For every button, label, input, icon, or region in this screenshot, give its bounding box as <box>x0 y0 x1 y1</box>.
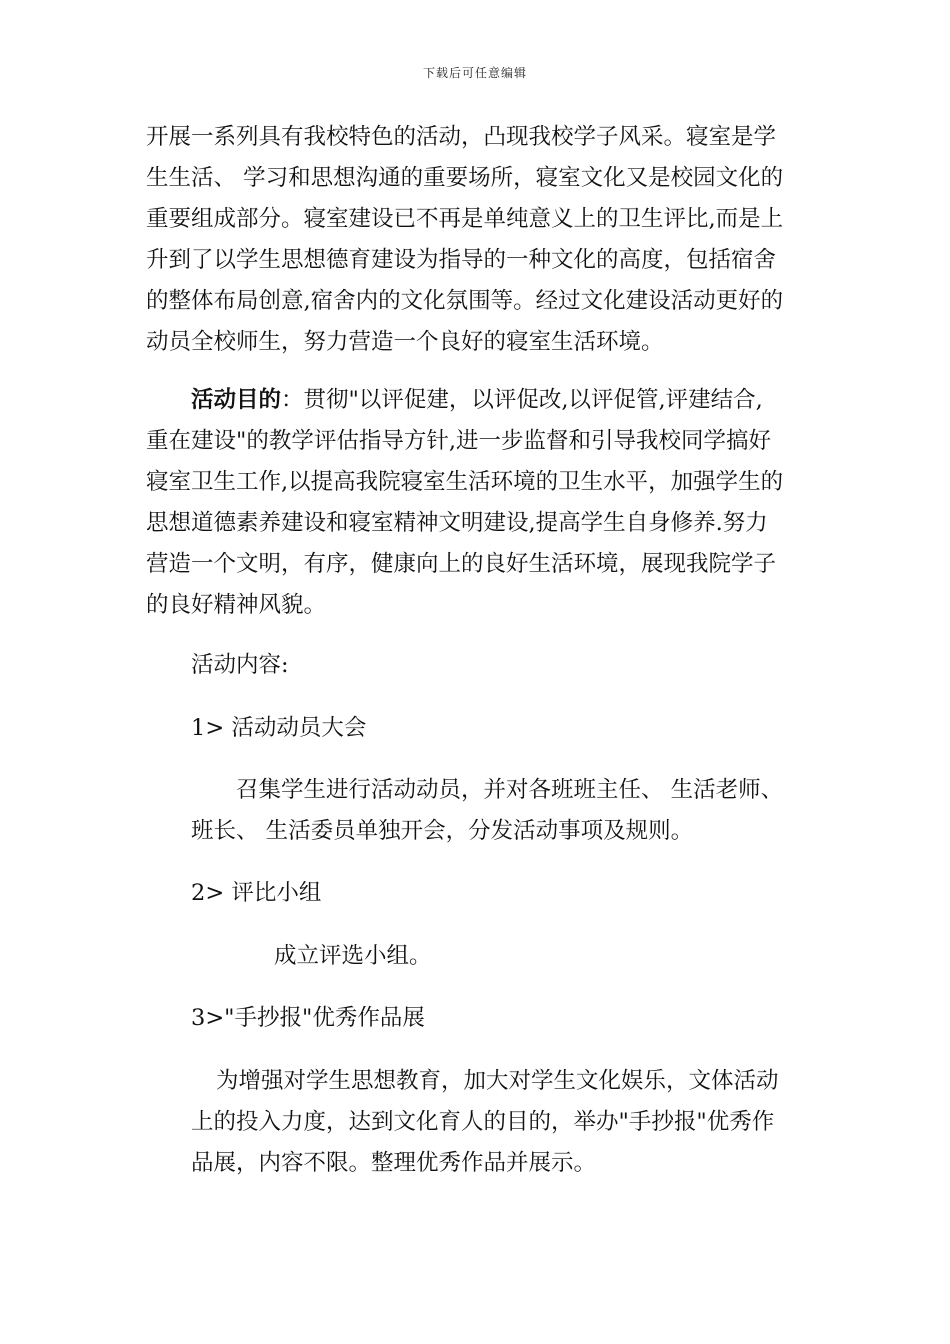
item2-text: 成立评选小组。 <box>274 943 432 969</box>
text-line: 的整体布局创意,宿舍内的文化氛围等。经过文化建设活动更好的 <box>146 288 784 314</box>
text-line: 寝室卫生工作,以提高我院寝室生活环境的卫生水平，加强学生的 <box>146 469 784 495</box>
text-line: 生生活、 学习和思想沟通的重要场所，寝室文化又是校园文化的 <box>146 165 784 191</box>
text-line: 开展一系列具有我校特色的活动，凸现我校学子风采。寝室是学 <box>146 124 777 150</box>
content-heading: 活动内容: <box>191 652 289 678</box>
text-line: 营造一个文明，有序，健康向上的良好生活环境，展现我院学子 <box>146 551 777 577</box>
purpose-first-line <box>191 385 763 415</box>
text-line: 思想道德素养建设和寝室精神文明建设,提高学生自身修养.努力 <box>146 510 768 536</box>
text-line: 品展，内容不限。整理优秀作品并展示。 <box>191 1150 597 1176</box>
item3-title: 3>"手抄报"优秀作品展 <box>191 1005 425 1031</box>
text-line: 上的投入力度，达到文化育人的目的，举办"手抄报"优秀作 <box>191 1109 775 1135</box>
item1-title: 1> 活动动员大会 <box>191 715 367 741</box>
text-line: 的良好精神风貌。 <box>146 592 327 618</box>
text-line: 重要组成部分。寝室建设已不再是单纯意义上的卫生评比,而是上 <box>146 206 784 232</box>
text-line: 为增强对学生思想教育，加大对学生文化娱乐，文体活动 <box>216 1068 779 1094</box>
text-line: 动员全校师生，努力营造一个良好的寝室生活环境。 <box>146 329 664 355</box>
text-line: 升到了以学生思想德育建设为指导的一种文化的高度，包括宿舍 <box>146 247 777 273</box>
text-line: 班长、 生活委员单独开会，分发活动事项及规则。 <box>191 818 694 844</box>
purpose-first-line-text: ：贯彻"以评促建，以评促改,以评促管,评建结合, <box>281 387 763 413</box>
text-line: 召集学生进行活动动员，并对各班班主任、 生活老师、 <box>236 777 784 803</box>
purpose-label: 活动目的 <box>191 387 282 413</box>
item2-title: 2> 评比小组 <box>191 880 322 906</box>
header-note: 下载后可任意编辑 <box>422 66 527 80</box>
text-line: 重在建设"的教学评估指导方针,进一步监督和引导我校同学搞好 <box>146 428 772 454</box>
